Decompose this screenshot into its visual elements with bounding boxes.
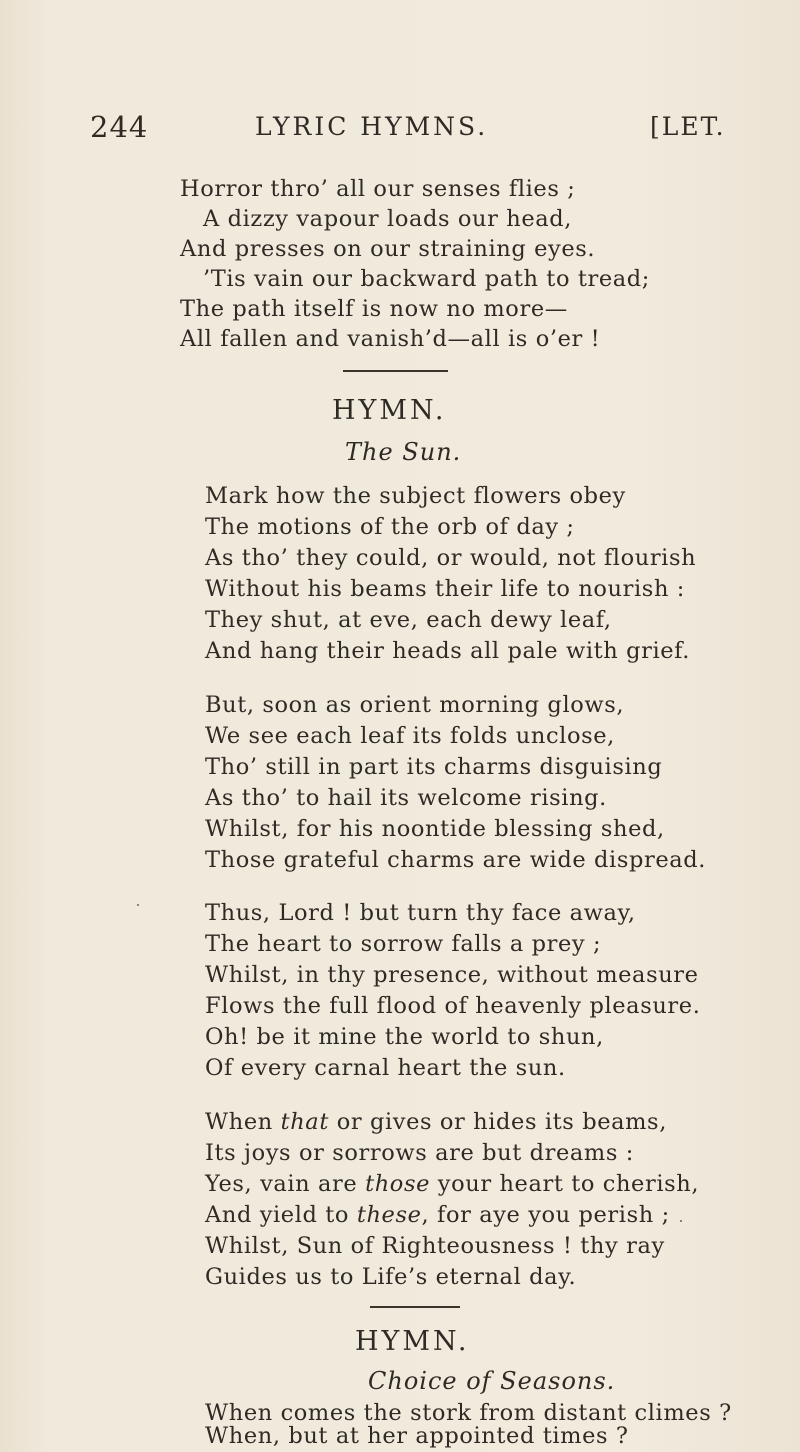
poem-line: Whilst, Sun of Righteousness ! thy ray (205, 1233, 665, 1259)
poem-line: Oh! be it mine the world to shun, (205, 1024, 604, 1050)
text-segment: And yield to (205, 1202, 357, 1228)
hymn-heading: HYMN. (355, 1326, 470, 1357)
text-segment: , for aye you perish ; (421, 1202, 670, 1228)
poem-line: All fallen and vanish’d—all is o’er ! (180, 326, 601, 352)
section-marker: [LET. (650, 112, 726, 141)
page-header (0, 110, 800, 150)
poem-line: Mark how the subject flowers obey (205, 483, 626, 509)
poem-line: When, but at her appointed times ? (205, 1423, 629, 1449)
poem-line: Of every carnal heart the sun. (205, 1055, 566, 1081)
poem-line: Its joys or sorrows are but dreams : (205, 1140, 634, 1166)
hymn-subtitle: Choice of Seasons. (368, 1367, 616, 1395)
hymn-subtitle: The Sun. (345, 438, 462, 466)
poem-line: But, soon as orient morning glows, (205, 692, 625, 718)
poem-line: Flows the full flood of heavenly pleasure. (205, 993, 701, 1019)
poem-line: Whilst, for his noontide blessing shed, (205, 816, 665, 842)
poem-line: They shut, at eve, each dewy leaf, (205, 607, 612, 633)
paper-speck (137, 904, 139, 906)
poem-line: Horror thro’ all our senses flies ; (180, 176, 576, 202)
text-segment: your heart to cherish, (430, 1171, 700, 1197)
poem-line: ’Tis vain our backward path to tread; (203, 266, 650, 292)
text-segment: or gives or hides its beams, (328, 1109, 667, 1135)
poem-line: Guides us to Life’s eternal day. (205, 1264, 577, 1290)
poem-line: We see each leaf its folds unclose, (205, 723, 615, 749)
page-number: 244 (90, 110, 149, 144)
section-divider (370, 1306, 460, 1308)
poem-line: Tho’ still in part its charms disguising (205, 754, 663, 780)
poem-line: Thus, Lord ! but turn thy face away, (205, 900, 636, 926)
poem-line: Whilst, in thy presence, without measure (205, 962, 699, 988)
emphasis: that (280, 1109, 329, 1135)
poem-line: As tho’ they could, or would, not flourish (205, 545, 697, 571)
emphasis: those (365, 1171, 431, 1197)
poem-line: And presses on our straining eyes. (180, 236, 596, 262)
poem-line (205, 1202, 670, 1228)
poem-line: When comes the stork from distant climes ? (205, 1400, 732, 1426)
poem-line: The heart to sorrow falls a prey ; (205, 931, 602, 957)
poem-line: Without his beams their life to nourish : (205, 576, 685, 602)
paper-speck (680, 1220, 682, 1222)
poem-line (205, 1109, 667, 1135)
hymn-heading: HYMN. (332, 395, 447, 426)
emphasis: these (356, 1202, 422, 1228)
text-segment: Yes, vain are (205, 1171, 366, 1197)
poem-line (205, 1171, 699, 1197)
poem-line: As tho’ to hail its welcome rising. (205, 785, 607, 811)
poem-line: A dizzy vapour loads our head, (203, 206, 573, 232)
poem-line: The motions of the orb of day ; (205, 514, 575, 540)
running-title: LYRIC HYMNS. (255, 112, 489, 141)
poem-line: The path itself is now no more— (180, 296, 568, 322)
poem-line: Those grateful charms are wide dispread. (205, 847, 707, 873)
section-divider (343, 370, 448, 372)
poem-line: And hang their heads all pale with grief. (205, 638, 691, 664)
text-segment: When (205, 1109, 281, 1135)
